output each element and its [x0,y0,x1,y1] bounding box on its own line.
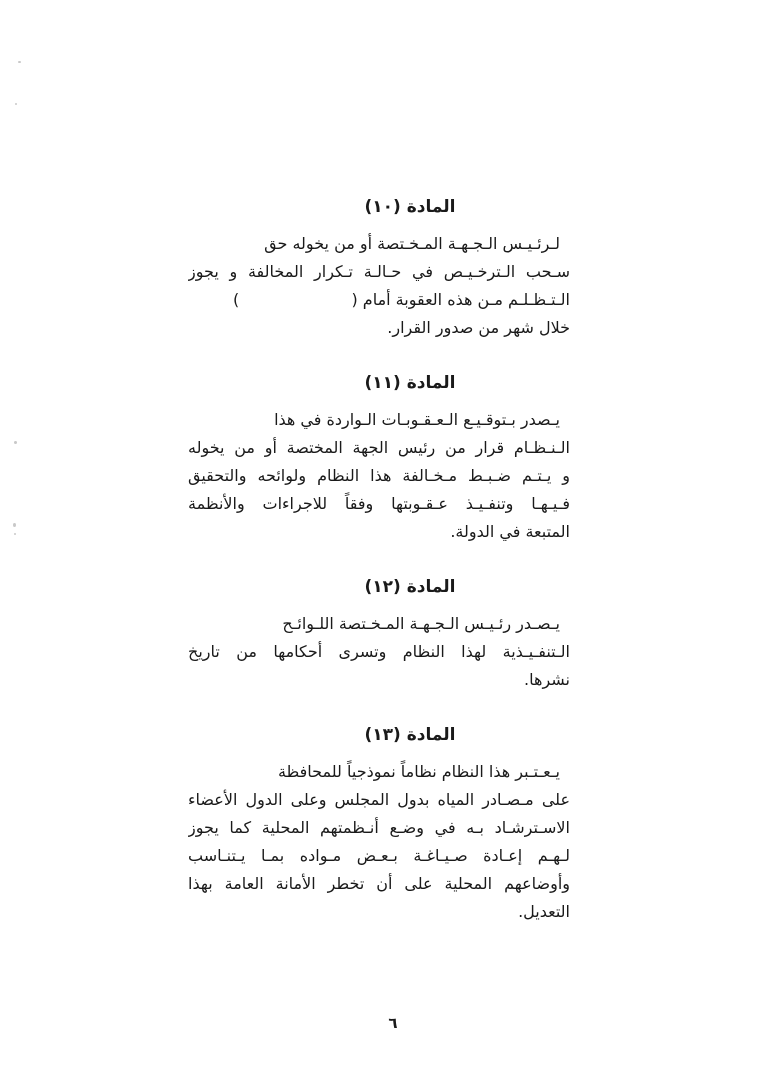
article-10-line-2: سـحب الـترخـيـص في حـالـة تـكرار المخالفة و يجوز [188,262,570,281]
article-13-line-5: وأوضاعهم المحلية على أن تخطر الأمانة العامة بهذا [188,874,570,893]
article-11-line-4: فـيـهـا وتنفـيـذ عـقـوبتها وفقاً للاجراءات والأنظمة [188,494,570,513]
article-10-line-4: خلال شهر من صدور القرار. [387,318,570,337]
scan-artifact-speck [14,533,16,535]
document-body [188,192,570,952]
blank-line-text-after: ) [233,290,240,309]
page-number: ٦ [388,1014,398,1032]
article-12-line-1: يـصـدر رئـيـس الـجـهـة المـخـتصة اللـوائـح [282,614,560,633]
scan-artifact-speck [18,61,21,63]
scan-artifact-speck [15,103,17,105]
blank-line-text-before: الـتـظـلـم مـن هذه العقوبة أمام ( [351,290,570,309]
article-12-line-2: الـتنفـيـذية لهذا النظام وتسرى أحكامها من تاريخ [188,642,570,661]
article-13-title: المادة (١٣) [364,725,456,745]
article-13-line-3: الاسـترشـاد بـه في وضـع أنـظمتهم المحلية كما يجوز [188,818,570,837]
article-10-line-1: لـرئـيـس الـجـهـة المـخـتصة أو من يخوله حق [264,234,560,253]
article-11-line-2: الـنـظـام قرار من رئيس الجهة المختصة أو من يخوله [188,438,570,457]
article-13 [188,720,570,926]
article-10 [188,192,570,342]
article-10-line-3 [188,286,570,314]
article-13-line-1: يـعـتـبر هذا النظام نظاماً نموذجياً للمحافظة [277,762,560,781]
scan-artifact-speck [14,441,17,444]
article-11-line-3: و يـتـم ضـبـط مـخـالفة هذا النظام ولوائحه والتحقيق [188,466,570,485]
article-11 [188,368,570,546]
article-13-line-6: التعديل. [518,902,570,921]
article-11-line-5: المتبعة في الدولة. [450,522,570,541]
article-13-line-4: لـهـم إعـادة صـيـاغـة بـعـض مـواده بمـا يـتنـاسب [188,846,570,865]
scan-artifact-speck [13,523,16,527]
article-12 [188,572,570,694]
article-11-line-1: يـصدر بـتوقـيـع الـعـقـوبـات الـواردة في هذا [274,410,560,429]
article-13-line-2: على مـصـادر المياه بدول المجلس وعلى الدول الأعضاء [188,790,570,809]
article-11-title: المادة (١١) [364,373,456,393]
article-12-line-3: نشرها. [524,670,570,689]
article-12-title: المادة (١٢) [364,577,456,597]
article-10-title: المادة (١٠) [364,197,456,217]
